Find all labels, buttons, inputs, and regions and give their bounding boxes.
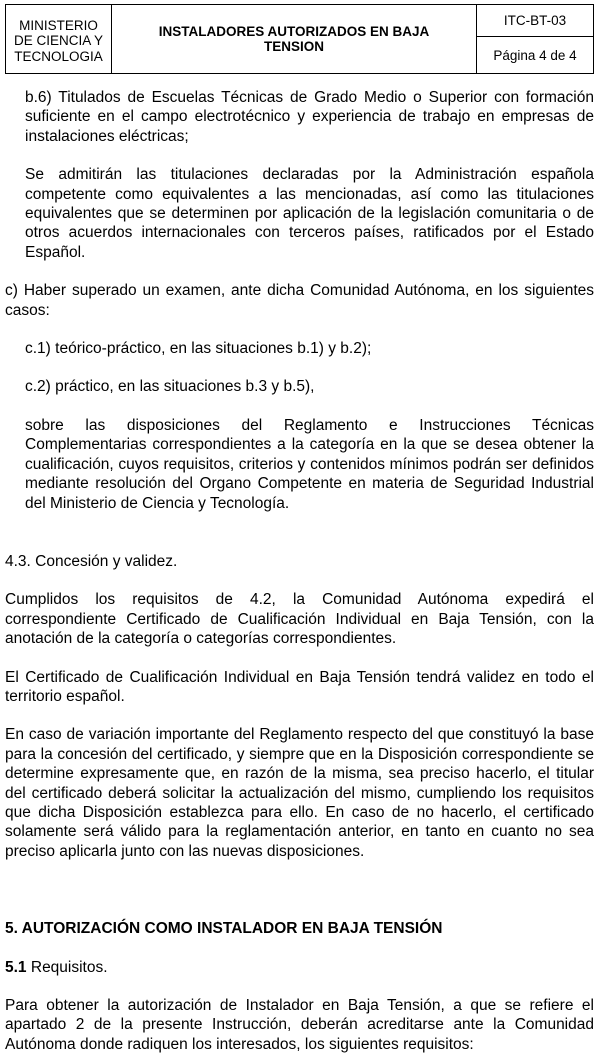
heading-5-1-label: Requisitos. — [26, 958, 108, 976]
section-heading-5-1 — [5, 958, 594, 977]
section-heading-5: 5. AUTORIZACIÓN COMO INSTALADOR EN BAJA TENSIÓN — [5, 920, 443, 938]
paragraph-validez: El Certificado de Cualificación Individual en Baja Tensión tendrá validez en todo el territorio español. — [5, 668, 594, 705]
document-title: INSTALADORES AUTORIZADOS EN BAJA TENSION — [112, 5, 477, 73]
ministry-line-3: TECNOLOGIA — [14, 48, 103, 64]
ministry-cell — [6, 5, 112, 73]
paragraph-examen: c) Haber superado un examen, ante dicha Comunidad Autónoma, en los siguientes casos: — [5, 282, 594, 319]
ministry-line-2: DE CIENCIA Y — [13, 33, 104, 49]
paragraph-equivalencias: Se admitirán las titulaciones declaradas por la Administración española competente como equivalentes a las mencionadas, así como las titulaciones equivalentes que se determinen por aplicación de la legislación comunitaria o de otros acuerdos internacionales con terceros países, ratificados por el Estado Español. — [25, 166, 594, 261]
paragraph-c1: c.1) teórico-práctico, en las situaciones b.1) y b.2); — [25, 340, 372, 358]
paragraph-c2: c.2) práctico, en las situaciones b.3 y b.5), — [25, 378, 315, 396]
paragraph-certificado: Cumplidos los requisitos de 4.2, la Comunidad Autónoma expedirá el correspondiente Certificado de Cualificación Individual en Baja Tensión, con la anotación de la categoría o categorías correspondientes. — [5, 591, 594, 648]
reference-cell — [477, 5, 593, 73]
document-body — [5, 88, 594, 1054]
document-header — [5, 4, 594, 74]
section-heading-4-3: 4.3. Concesión y validez. — [5, 552, 178, 570]
ministry-line-1: MINISTERIO — [19, 17, 98, 33]
heading-5-1-number: 5.1 — [5, 958, 27, 976]
page-number: Página 4 de 4 — [493, 47, 577, 63]
paragraph-b6: b.6) Titulados de Escuelas Técnicas de Grado Medio o Superior con formación suficiente en el campo electrotécnico y experiencia de trabajo en empresas de instalaciones eléctricas; — [25, 89, 594, 145]
paragraph-autorizacion: Para obtener la autorización de Instalador en Baja Tensión, a que se refiere el apartado 2 de la presente Instrucción, deberán acreditarse ante la Comunidad Autónoma donde radiquen los interesados, los siguientes requisitos: — [5, 997, 594, 1053]
paragraph-variacion: En caso de variación importante del Reglamento respecto del que constituyó la base para la concesión del certificado, y siempre que en la Disposición correspondiente se determine expresamente que, en razón de la misma, sea preciso hacerlo, el titular del certificado deberá solicitar la actualización del mismo, cumpliendo los requisitos que dicha Disposición establezca para ello. En caso de no hacerlo, el certificado solamente será válido para la reglamentación anterior, en tanto en cuanto no sea preciso aplicarla junto con las nuevas disposiciones. — [5, 726, 594, 860]
document-code: ITC-BT-03 — [477, 5, 593, 37]
paragraph-disposiciones: sobre las disposiciones del Reglamento e Instrucciones Técnicas Complementarias correspondientes a la categoría en la que se desea obtener la cualificación, cuyos requisitos, criterios y contenidos mínimos podrán ser definidos mediante resolución del Organo Competente en materia de Seguridad Industrial del Ministerio de Ciencia y Tecnología. — [25, 416, 594, 512]
